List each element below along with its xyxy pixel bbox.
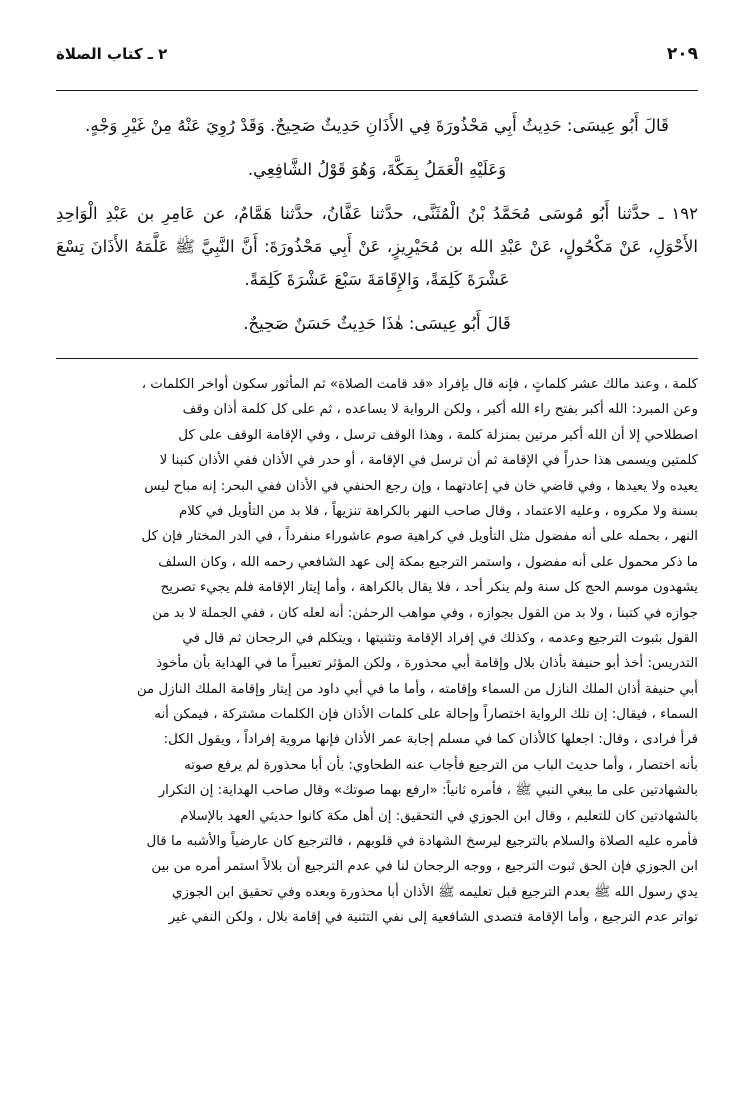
- commentary-line: بالشهادتين كان للتعليم ، وقال ابن الجوزي في التحقيق: إن أهل مكة كانوا حديثي العهد بالإسلام: [180, 808, 698, 824]
- commentary-line: كلمتين ويسمى هذا حدراً في الإقامة ثم أن ترسل في الإقامة ، أو حدر في الأذان ففي الأذان كنبنا لا: [159, 453, 698, 469]
- commentary-line: تواتر عدم الترجيع ، وأما الإقامة فتصدى الشافعية إلى نفي التثنية في إقامة بلال ، ولكن النفي غير: [168, 910, 698, 926]
- commentary-line: وعن المبرد: الله أكبر بفتح راء الله أكبر ، ولكن الرواية لا يساعده ، ثم على كل كلمة أذان وقف: [182, 402, 698, 418]
- commentary-line: التدريس: أخذ أبو حنيفة بأذان بلال وإقامة أبي محذورة ، ولكن المؤثر تعبيراً ما في الهداية بأن مأخوذ: [156, 656, 698, 672]
- commentary-text: [56, 373, 698, 931]
- commentary-divider: [56, 358, 698, 359]
- commentary-line: قرأ فرادى ، وقال: اجعلها كالأذان كما في مسلم إجابة عمر الأذان فإنها مروية إفراداً ، ويقول الكل:: [163, 732, 698, 748]
- page-number: ٢٠٩: [666, 44, 698, 64]
- hadith-main-text: [56, 109, 698, 340]
- commentary-line: النهر ، بحمله على أنه مفضول مثل التأويل في كراهية صوم عاشوراء منفرداً ، في الدر المختار فإن كل: [141, 529, 698, 545]
- commentary-line: ما ذكر محمول على أنه مفضول ، واستمر الترجيع بمكة إلى عهد الشافعي رحمه الله ، وكان السلف: [158, 554, 698, 570]
- header-divider: [56, 90, 698, 91]
- matn-paragraph-1: قَالَ أَبُو عِيسَى: حَدِيثُ أَبِي مَحْذُورَةَ فِي الأَذَانِ حَدِيثٌ صَحِيحٌ. وَقَدْ رُوِيَ عَنْهُ مِنْ غَيْرِ وَجْهٍ.: [85, 116, 669, 135]
- commentary-line: فأمره عليه الصلاة والسلام بالترجيع ليرسخ الشهادة في قلوبهم ، فالترجيع كان عارضياً والأشبه ما قال: [146, 834, 698, 850]
- commentary-line: يشهدون موسم الحج كل سنة ولم ينكر أحد ، فلا يقال بالكراهة ، وأما إيتار الإقامة فلم يجيء تصريح: [160, 580, 698, 596]
- commentary-line: السماء ، فيقال: إن تلك الرواية اختصاراً وإحالة على كلمات الأذان فإن الكلمات مشتركة ، فيمكن أنه: [154, 707, 698, 723]
- matn-paragraph-2: وَعَلَيْهِ الْعَمَلُ بِمَكَّةَ، وَهُوَ قَوْلُ الشَّافِعِي.: [247, 160, 507, 179]
- commentary-line: أبي حنيفة أذان الملك النازل من السماء وإقامته ، وأما ما في أبي داود من إيتار وإقامة الملك النازل من: [136, 681, 698, 697]
- chapter-title: ٢ ـ كتاب الصلاة: [56, 45, 168, 63]
- commentary-line: بسنة ولا مكروه ، وعليه الاعتماد ، وقال صاحب النهر بالكراهة تنزيهاً ، فلا بد من التأويل في كلام: [178, 503, 698, 519]
- commentary-line: جوازه في كتبنا ، ولا بد من القول بجوازه ، وفي مواهب الرحمٰن: أنه لعله كان ، ففي الجملة لا بد من: [152, 605, 698, 621]
- page-header: [56, 44, 698, 64]
- commentary-line: ابن الجوزي فإن الحق ثبوت الترجيع ، ووجه الرجحان لنا في عدم الترجيع أن بلالاً استمر أمره من بين: [151, 859, 698, 875]
- commentary-line: بأنه اختصار ، وأما حديث الباب من الترجيع فأجاب عنه الطحاوي: بأن أبا محذورة لم يرفع صوته: [184, 757, 698, 773]
- commentary-line: يدي رسول الله ﷺ بعدم الترجيع قبل تعليمه ﷺ الأذان أبا محذورة وبعده وفي تحقيق ابن الجوزي: [171, 884, 698, 900]
- commentary-line: بالشهادتين على ما يبغي النبي ﷺ ، فأمره ثانياً: «ارفع بهما صوتك» وقال صاحب الهداية: إن التكرار: [158, 783, 698, 799]
- matn-paragraph-4: قَالَ أَبُو عِيسَى: هٰذَا حَدِيثٌ حَسَنٌ صَحِيحٌ.: [243, 314, 511, 333]
- commentary-line: القول بثبوت الترجيع وعدمه ، وكذلك في إفراد الإقامة وتثنيتها ، ويتكلم في الرجحان ثم قال في: [182, 630, 698, 646]
- commentary-line: يعيده ولا يعيدها ، وفي قاضي خان في إعادتهما ، وإن رجع الحنفي في الأذان ففي البحر: إنه مباح ليس: [144, 478, 698, 494]
- commentary-line: كلمة ، وعند مالك عشر كلماتٍ ، فإنه قال بإفراد «قد قامت الصلاة» ثم المأثور سكون أواخر الكلمات ،: [141, 377, 698, 392]
- matn-paragraph-3: ١٩٢ ـ حدَّثنا أَبُو مُوسَى مُحَمَّدُ بْنُ الْمُثَنَّى، حدَّثنا عَفَّانُ، حدَّثنا هَمَّامٌ، عن عَامِرِ بن عَبْدِ الْوَاحِدِ الأَحْوَلِ، عَنْ مَكْحُولٍ، عَنْ عَبْدِ الله بن مُحَيْرِيزٍ، عَنْ أَبِي مَحْذُورَةَ: أَنَّ النَّبِيَّ ﷺ عَلَّمَهُ الأَذَانَ تِسْعَ عَشْرَةَ كَلِمَةً، وَالإِقَامَةَ سَبْعَ عَشْرَةَ كَلِمَةً.: [56, 204, 698, 289]
- commentary-line: اصطلاحي إلا أن الله أكبر مرتين بمنزلة كلمة ، وهذا الوقف ترسل ، وفي الإقامة الوقف على كل: [178, 427, 698, 443]
